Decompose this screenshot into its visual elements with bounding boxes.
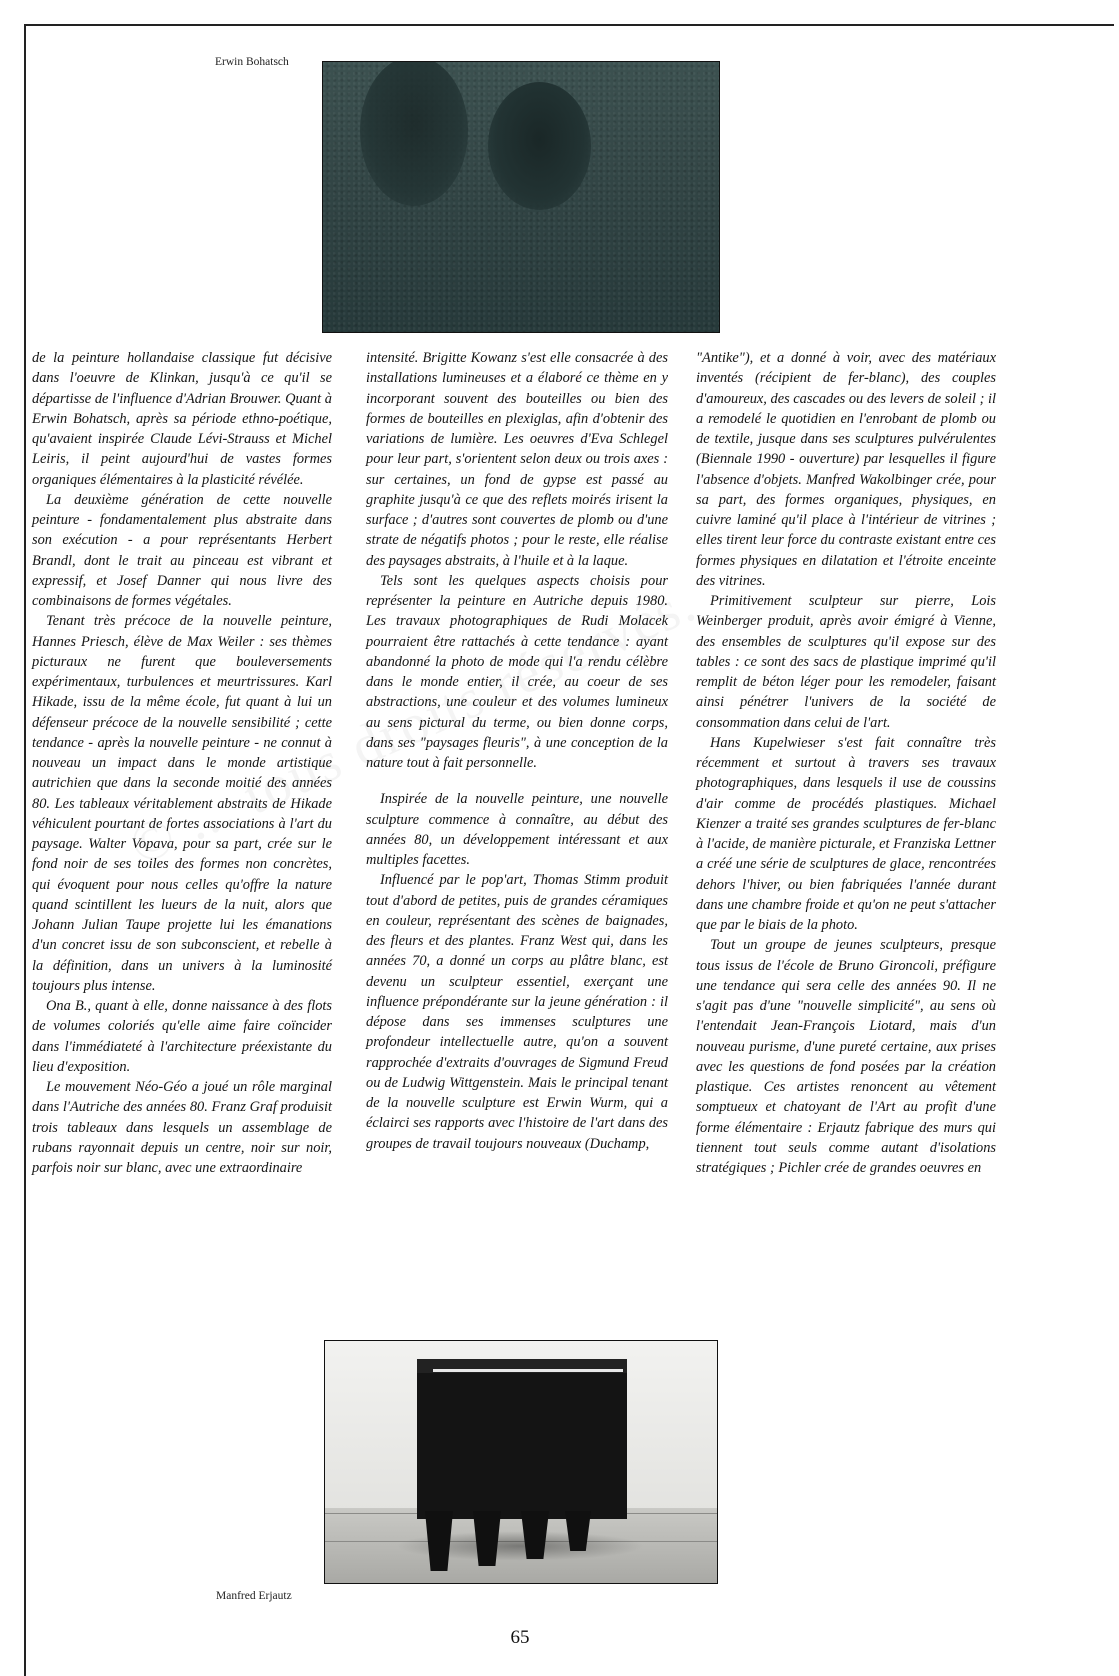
text-column-2 [366,348,668,1154]
paragraph: Influencé par le pop'art, Thomas Stimm produit tout d'abord de petites, puis de grandes céramiques en couleur, représentant des scènes de baignades, des fleurs et des plantes. Franz West qui, dans les années 70, a donné un corps au plâtre blanc, est devenu un sculpteur essentiel, exerçant une influence prépondérante sur la jeune génération : il dépose dans ses immenses sculptures une profondeur intellectuelle autre, qu'on a souvent rapprochée d'extraits d'ouvrages de Sigmund Freud ou de Ludwig Wittgenstein. Mais le principal tenant de la nouvelle sculpture est Erwin Wurm, qui a éclairci ses rapports avec l'histoire de l'art dans des groupes de travail toujours nouveaux (Duchamp, [366,872,668,1152]
text-column-3 [696,348,996,1178]
paragraph: Tenant très précoce de la nouvelle peinture, Hannes Priesch, élève de Max Weiler : ses thèmes picturaux ne furent que bouleversements expérimentaux, turbulences et meurtrissures. Karl Hikade, issu de la même école, fut quant à lui un défenseur précoce de la nouvelle sensibilité ; cette tendance - après la nouvelle peinture - ne connut à nouveau un impact dans le monde artistique autrichien que dans la seconde moitié des années 80. Les tableaux véritablement abstraits de Hikade véhiculent pourtant de fortes associations à l'art du paysage. Walter Vopava, pour sa part, crée sur le fond noir de ses toiles des formes non concrètes, qui évoquent pour nous celles qu'offre la nature quand scintillent les lueurs de la nuit, alors que Johann Julian Taupe projette lui les émanations d'un concret issu de son subconscient, et rebelle à la définition, dans un univers à la luminosité toujours plus intense. [32,613,332,994]
paragraph: Tels sont les quelques aspects choisis pour représenter la peinture en Autriche depuis 1980. Les travaux photographiques de Rudi Molacek pourraient être rattachés à cette tendance : ayant abandonné la photo de mode qui l'a rendu célèbre dans le monde entier, il crée, au coeur de ses abstractions, une couleur et des volumes lumineux au sens pictural du terme, ou bien donne corps, dans ses "paysages fleuris", à une conception de la nature tout à fait personnelle. [366,572,668,771]
page-number: 65 [510,1627,530,1648]
paragraph: La deuxième génération de cette nouvelle peinture - fondamentalement plus abstraite dans son exécution - a pour représentants Herbert Brandl, dont le trait au pinceau est vibrant et expressif, et Josef Danner qui nous livre des combinaisons de formes végétales. [32,491,332,609]
paragraph: Primitivement sculpteur sur pierre, Lois Weinberger produit, après avoir émigré à Vienne, des ensembles de sculptures qu'il expose sur des tables : ce sont des sacs de plastique imprimé qu'il remplit de béton léger pour les remodeler, faisant ainsi pénétrer l'univers de la société de consommation dans celui de l'art. [696,593,996,731]
sculpture-wall [417,1373,627,1519]
paragraph: Ona B., quant à elle, donne naissance à des flots de volumes coloriés qu'elle aime faire coïncider dans l'immédiateté à l'architecture préexistante du lieu d'exposition. [32,998,332,1075]
dark-oval-shape-right [488,82,591,210]
top-photo-caption: Erwin Bohatsch [215,56,289,68]
paragraph: Le mouvement Néo-Géo a joué un rôle marginal dans l'Autriche des années 80. Franz Graf produisit trois tableaux dans lesquels un assemblage de rubans rayonnait depuis un centre, noir sur noir, parfois noir sur blanc, avec une extraordinaire [32,1079,332,1176]
artwork-photo-bohatsch [322,61,720,333]
paragraph: intensité. Brigitte Kowanz s'est elle consacrée à des installations lumineuses et a élaboré ce thème en y incorporant souvent des bouteilles ou bien des formes de bouteilles en plexiglas, afin d'obtenir des variations de lumière. Les oeuvres d'Eva Schlegel pour leur part, s'orientent selon deux ou trois axes : sur certaines, un fond de gypse est passé au graphite jusqu'à ce que des reflets moirés irisent la surface ; d'autres sont couvertes de plomb ou d'une strate de négatifs photos ; pour le reste, elle réalise des paysages abstraits, à l'huile et à la laque. [366,350,668,569]
sculpture-light-line [433,1369,623,1372]
artwork-photo-erjautz [324,1340,718,1584]
paragraph: Inspirée de la nouvelle peinture, une nouvelle sculpture commence à connaître, au début des années 80, un développement intéressant et aux multiples facettes. [366,791,668,868]
paragraph: de la peinture hollandaise classique fut décisive dans l'oeuvre de Klinkan, jusqu'à ce qu'il se départisse de l'influence d'Adrian Brouwer. Quant à Erwin Bohatsch, après sa période ethno-poétique, qu'avaient inspirée Claude Lévi-Strauss et Michel Leiris, il peint aujourd'hui de vastes formes organiques élémentaires à la plasticité révélée. [32,350,332,488]
paragraph: Tout un groupe de jeunes sculpteurs, presque tous issus de l'école de Bruno Gironcoli, préfigure une tendance qui sera celle des années 90. Il ne s'agit pas d'une "nouvelle simplicité", au sens où l'entendait Jean-François Liotard, mais d'un nouveau purisme, d'une pureté certaine, aux prises avec les questions de fond posées par la création plastique. Ces artistes renoncent au vêtement somptueux et chatoyant de l'Art au profit d'une forme élémentaire : Erjautz fabrique des murs qui tiennent tout seuls comme autant d'isolations stratégiques ; Pichler crée de grandes oeuvres en [696,937,996,1176]
paragraph: Hans Kupelwieser s'est fait connaître très récemment et surtout à travers ses travaux photographiques, dans lesquels il use de coussins d'air comme de procédés plastiques. Michael Kienzer a traité ses grandes sculptures de fer-blanc à l'acide, de manière picturale, et Franziska Lettner a créé une série de sculptures de glace, rencontrées dehors l'hiver, ou bien fabriquées l'année durant dans une chambre froide et qu'on ne peut s'attacher que par le biais de la photo. [696,734,996,933]
paragraph: "Antike"), et a donné à voir, avec des matériaux inventés (récipient de fer-blanc), des couples d'amoureux, des cascades ou des levers de soleil ; il a remodelé le quotidien en l'enrobant de plomb ou de textile, jusque dans ses sculptures pulvérulentes (Biennale 1990 - ouverture) par lesquelles il figure l'absence d'objets. Manfred Wakolbinger crée, pour sa part, des formes organiques, physiques, en cuivre laminé qu'il place à l'intérieur de vitrines ; elles tirent leur force du contraste existant entre ces formes physiques en dilatation et l'étroite enceinte des vitrines. [696,350,996,589]
text-column-1 [32,348,332,1178]
bottom-photo-caption: Manfred Erjautz [216,1590,292,1602]
dark-oval-shape-left [360,61,468,206]
